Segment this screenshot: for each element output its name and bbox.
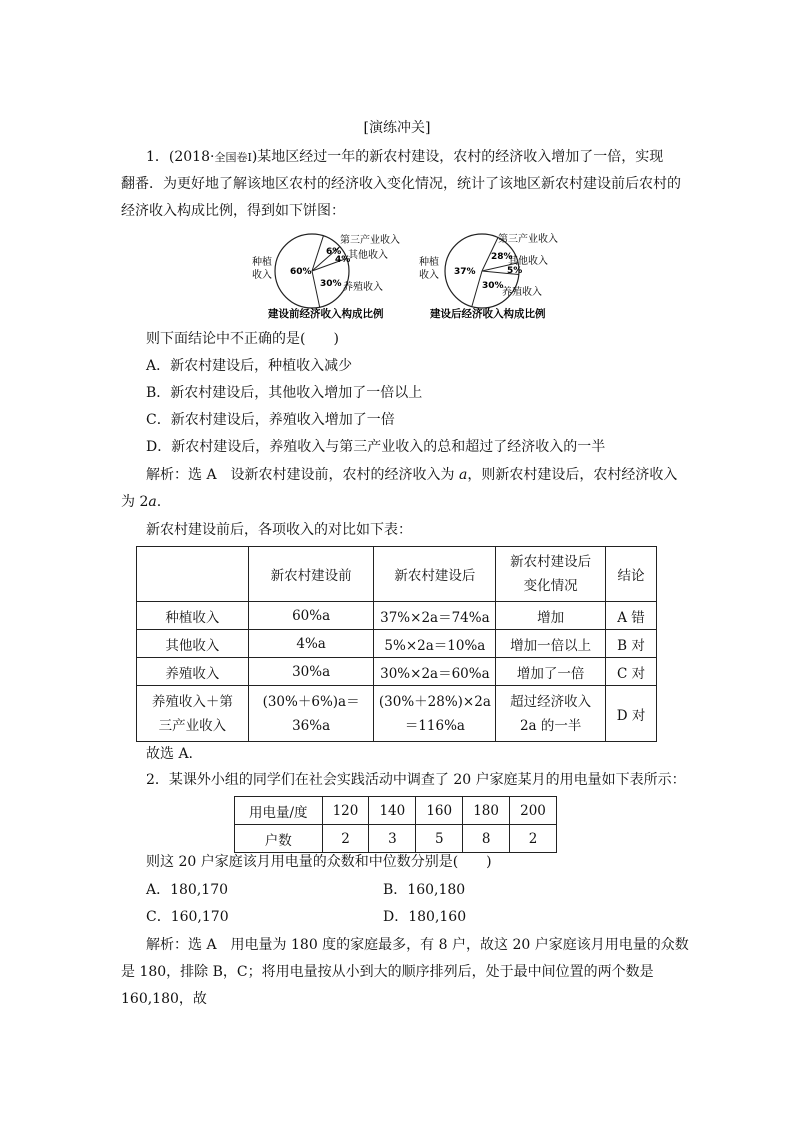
table-cell-line: ＝116%a xyxy=(404,717,465,734)
table-header-cell: 新农村建设前 xyxy=(248,547,374,602)
q1-analysis-line2 xyxy=(121,492,161,512)
q1-option-c: C．新农村建设后，养殖收入增加了一倍 xyxy=(146,412,395,428)
table-cell: 用电量/度 xyxy=(235,797,323,825)
table-cell xyxy=(496,686,606,742)
table-cell: 增加一倍以上 xyxy=(496,630,606,658)
table-cell: 5 xyxy=(416,825,463,853)
q1-option-a: A．新农村建设后，种植收入减少 xyxy=(146,358,353,374)
q1-analysis-text: 解析：选 A 设新农村建设前，农村的经济收入为 xyxy=(146,467,460,483)
table-cell: 养殖收入 xyxy=(137,658,249,686)
q1-source-tag: 全国卷Ⅰ xyxy=(214,151,252,164)
table-cell: 2 xyxy=(322,825,369,853)
table-header-line: 新农村建设后 xyxy=(510,554,592,570)
pie-after-pct-planting: 37% xyxy=(454,267,476,277)
q1-line1 xyxy=(146,147,663,168)
pie-before-label-planting-1: 种植 xyxy=(252,257,272,268)
table-cell: C 对 xyxy=(606,658,657,686)
table-cell-line: 超过经济收入 xyxy=(510,693,592,710)
table-cell: 160 xyxy=(416,797,463,825)
table-cell: B 对 xyxy=(606,630,657,658)
pie-before-pct-third: 6% xyxy=(326,247,342,257)
table-cell: 37%×2a＝74%a xyxy=(374,602,496,630)
pie-after-label-planting-1: 种植 xyxy=(419,257,439,268)
table-cell: 180 xyxy=(463,797,510,825)
table-row xyxy=(137,658,657,686)
q2-option-b: B．160,180 xyxy=(383,882,466,898)
table-row xyxy=(137,630,657,658)
table-row xyxy=(137,686,657,742)
table-cell: D 对 xyxy=(606,686,657,742)
pie-before-pct-planting: 60% xyxy=(290,267,312,277)
table-cell: 户数 xyxy=(235,825,323,853)
q1-line3: 经济收入构成比例，得到如下饼图： xyxy=(121,203,345,219)
q2-analysis-line3: 160,180，故 xyxy=(121,991,207,1007)
pie-after-label-other: 其他收入 xyxy=(508,256,548,267)
table-cell: 增加了一倍 xyxy=(496,658,606,686)
pie-before-pct-other: 4% xyxy=(335,255,351,265)
table-cell: 30%×2a＝60%a xyxy=(374,658,496,686)
pie-before-label-breeding: 养殖收入 xyxy=(343,282,383,293)
pie-after-label-breeding: 养殖收入 xyxy=(502,287,542,298)
table-cell: 200 xyxy=(510,797,557,825)
section-header: [演练冲关] xyxy=(363,120,431,136)
table-cell: 4%a xyxy=(248,630,374,658)
table-cell: 种植收入 xyxy=(137,602,249,630)
pie-after-pct-breeding: 30% xyxy=(482,281,504,291)
table-cell: 2 xyxy=(510,825,557,853)
table-cell xyxy=(374,686,496,742)
q1-analysis-text: . xyxy=(156,494,162,510)
pie-before-label-planting-2: 收入 xyxy=(252,270,272,281)
q1-analysis-text: 为 2 xyxy=(121,494,149,510)
q1-stem: 则下面结论中不正确的是( ) xyxy=(146,331,339,347)
q1-conclusion: 故选 A. xyxy=(146,746,194,762)
table-cell: 60%a xyxy=(248,602,374,630)
table-cell-line: 养殖收入＋第 xyxy=(151,693,233,710)
table-cell xyxy=(137,686,249,742)
pie-before-label-other: 其他收入 xyxy=(348,250,388,261)
q2-option-a: A．180,170 xyxy=(146,882,229,898)
pie-before-label-third: 第三产业收入 xyxy=(340,235,400,246)
q1-analysis-var: a xyxy=(148,494,157,510)
q1-line1-rest: )某地区经过一年的新农村建设，农村的经济收入增加了一倍，实现 xyxy=(251,149,664,165)
table-row xyxy=(235,797,557,825)
q2-question: 则这 20 户家庭该月用电量的众数和中位数分别是( ) xyxy=(146,854,492,870)
pie-after-caption: 建设后经济收入构成比例 xyxy=(430,308,546,320)
table-cell-line: (30%＋6%)a＝ xyxy=(262,693,360,710)
pie-after-pct-third: 28% xyxy=(491,252,513,262)
table-cell-line: (30%＋28%)×2a xyxy=(378,693,491,710)
table-cell: 增加 xyxy=(496,602,606,630)
table-cell: 120 xyxy=(322,797,369,825)
table-header-line: 变化情况 xyxy=(523,578,578,594)
table-header-cell: 新农村建设后 xyxy=(374,547,496,602)
q2-analysis-line1: 解析：选 A 用电量为 180 度的家庭最多，有 8 户，故这 20 户家庭该月用电量的众数 xyxy=(146,937,689,953)
table-header-cell: 结论 xyxy=(606,547,657,602)
table-cell: 3 xyxy=(369,825,416,853)
q1-lead: 1．(2018· xyxy=(146,149,215,165)
table-header-cell xyxy=(137,547,249,602)
q1-option-b: B．新农村建设后，其他收入增加了一倍以上 xyxy=(146,385,423,401)
table-cell: 其他收入 xyxy=(137,630,249,658)
pie-chart-after xyxy=(416,228,586,320)
q1-analysis-var: a xyxy=(459,467,468,483)
table-cell: 8 xyxy=(463,825,510,853)
table-header-cell xyxy=(496,547,606,602)
table-cell: A 错 xyxy=(606,602,657,630)
pie-before-caption: 建设前经济收入构成比例 xyxy=(268,308,384,320)
q1-table-intro: 新农村建设前后，各项收入的对比如下表： xyxy=(146,522,412,538)
table-row xyxy=(235,825,557,853)
pie-chart-before xyxy=(250,228,410,320)
comparison-table xyxy=(136,546,657,742)
q1-analysis-text: ，则新农村建设后，农村经济收入 xyxy=(467,467,678,483)
q2-option-d: D．180,160 xyxy=(383,909,467,925)
table-header-row xyxy=(137,547,657,602)
pie-after-label-planting-2: 收入 xyxy=(419,270,439,281)
table-cell-line: 2a 的一半 xyxy=(519,717,582,734)
table-cell-line: 36%a xyxy=(292,717,331,734)
q1-analysis-line1 xyxy=(146,465,677,485)
pie-after-label-third: 第三产业收入 xyxy=(498,234,558,245)
table-cell xyxy=(248,686,374,742)
q2-analysis-line2: 是 180，排除 B，C；将用电量按从小到大的顺序排列后，处于最中间位置的两个数是 xyxy=(121,964,654,980)
q2-option-c: C．160,170 xyxy=(146,909,229,925)
q2-stem: 2．某课外小组的同学们在社会实践活动中调查了 20 户家庭某月的用电量如下表所示： xyxy=(146,772,686,788)
table-cell: 5%×2a＝10%a xyxy=(374,630,496,658)
electricity-table xyxy=(234,796,557,853)
table-cell: 30%a xyxy=(248,658,374,686)
pie-after-pct-other: 5% xyxy=(507,266,523,276)
table-row xyxy=(137,602,657,630)
q1-option-d: D．新农村建设后，养殖收入与第三产业收入的总和超过了经济收入的一半 xyxy=(146,439,606,455)
q1-line2: 翻番．为更好地了解该地区农村的经济收入变化情况，统计了该地区新农村建设前后农村的 xyxy=(121,176,681,192)
pie-before-pct-breeding: 30% xyxy=(320,279,342,289)
table-cell-line: 三产业收入 xyxy=(158,717,227,734)
table-cell: 140 xyxy=(369,797,416,825)
